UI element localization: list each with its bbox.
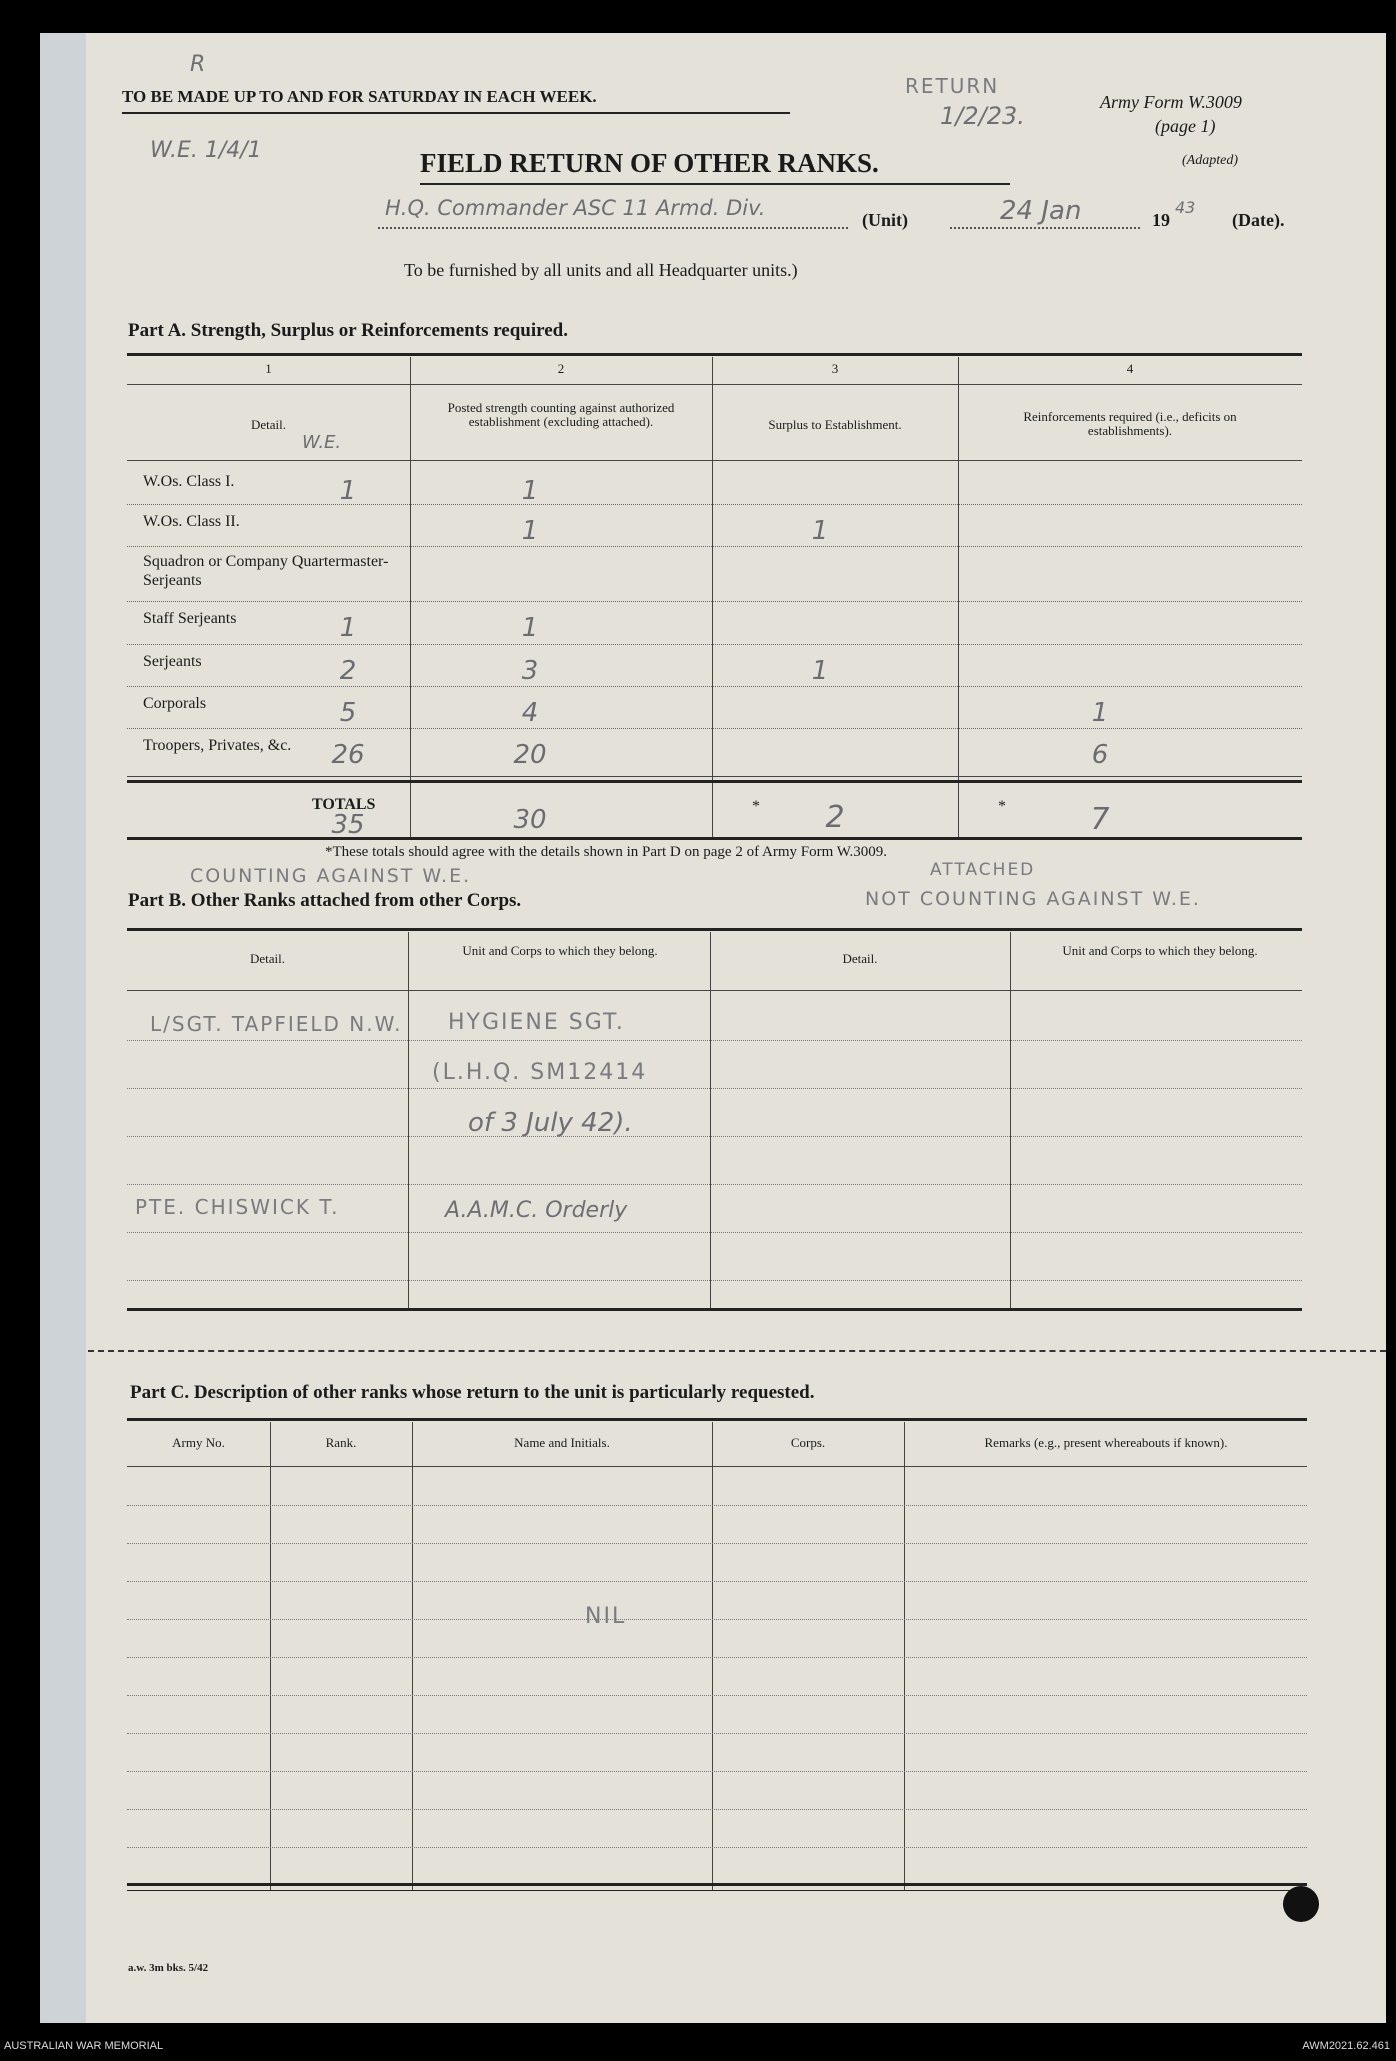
print-code: a.w. 3m bks. 5/42 [128, 1962, 209, 1974]
row-posted-value: 1 [521, 476, 539, 506]
part-c-col-remarks: Remarks (e.g., present whereabouts if known). [984, 1435, 1228, 1450]
punch-hole [1283, 1886, 1319, 1922]
row-posted-value: 3 [521, 656, 539, 686]
part-b-col-divider-2 [710, 932, 711, 1308]
part-c-dotted-line [127, 1543, 1307, 1544]
unit-label: (Unit) [862, 210, 908, 230]
part-b-dotted-line [127, 1280, 1302, 1281]
part-c-top-rule [127, 1418, 1307, 1421]
part-b-note-counting: COUNTING AGAINST W.E. [190, 865, 472, 887]
date-day: 24 Jan [1000, 196, 1082, 226]
total-posted: 30 [513, 805, 547, 835]
part-a-col-divider-3 [958, 357, 959, 837]
row-posted-value: 1 [521, 516, 539, 546]
row-rule [127, 546, 1302, 547]
part-b-top-rule [127, 928, 1302, 931]
paper-edge-strip [40, 33, 86, 2023]
col-header-posted: Posted strength counting against authorized establishment (excluding attached). [447, 400, 675, 429]
row-surplus-value: 1 [811, 656, 829, 686]
row-posted-value: 1 [521, 613, 539, 643]
part-c-heading: Part C. Description of other ranks whose return to the unit is particularly requested. [130, 1382, 815, 1403]
form-number: Army Form W.3009 [1100, 92, 1242, 112]
row-label: Staff Serjeants [143, 610, 237, 627]
total-we: 35 [331, 810, 365, 840]
total-reinf-asterisk: * [998, 798, 1006, 815]
entry-2-detail: PTE. CHISWICK T. [135, 1195, 340, 1219]
col-header-reinforcements: Reinforcements required (i.e., deficits on establishments). [1023, 409, 1237, 438]
row-rule [127, 601, 1302, 602]
row-label: Serjeants [143, 653, 202, 670]
row-label: Corporals [143, 695, 207, 712]
part-b-note-not-counting: NOT COUNTING AGAINST W.E. [865, 888, 1201, 910]
year-suffix: 43 [1175, 198, 1196, 217]
part-b-dotted-line [127, 1040, 1302, 1041]
part-c-bottom-rule-2 [127, 1890, 1307, 1891]
part-b-bottom-rule [127, 1308, 1302, 1311]
date-dotted-line [950, 227, 1140, 229]
part-c-dotted-line [127, 1619, 1307, 1620]
row-reinf-value: 6 [1091, 740, 1109, 770]
total-surplus: 2 [825, 800, 845, 835]
date-label: (Date). [1232, 210, 1285, 230]
row-rule [127, 686, 1302, 687]
col-number-3: 3 [831, 361, 839, 376]
part-c-dotted-line [127, 1733, 1307, 1734]
row-surplus-value: 1 [811, 516, 829, 546]
part-c-col-corps: Corps. [790, 1435, 826, 1450]
form-page: (page 1) [1155, 116, 1216, 136]
footer-right: AWM2021.62.461 [1302, 2040, 1390, 2052]
footer-left: AUSTRALIAN WAR MEMORIAL [4, 2040, 164, 2052]
part-b-dotted-line [127, 1232, 1302, 1233]
part-b-col-unit-left: Unit and Corps to which they belong. [462, 943, 658, 958]
col-number-rule [127, 384, 1302, 385]
part-b-col-unit-right: Unit and Corps to which they belong. [1062, 943, 1258, 958]
corner-mark: R [190, 52, 206, 77]
row-rule [127, 644, 1302, 645]
part-c-bottom-rule-1 [127, 1883, 1307, 1886]
total-reinf: 7 [1090, 802, 1110, 837]
row-posted-value: 20 [513, 740, 547, 770]
part-b-col-divider-1 [408, 932, 409, 1308]
header-instruction: TO BE MADE UP TO AND FOR SATURDAY IN EACH WEEK. [122, 87, 597, 106]
col-number-2: 2 [557, 361, 565, 376]
part-b-heading: Part B. Other Ranks attached from other Corps. [128, 890, 522, 911]
col-header-detail: Detail. [250, 417, 286, 432]
part-c-col-divider-4 [904, 1422, 905, 1890]
col-number-4: 4 [1126, 361, 1134, 376]
year-prefix: 19 [1152, 210, 1170, 230]
return-note: RETURN [905, 74, 1000, 98]
we-reference: W.E. 1/4/1 [150, 138, 262, 163]
part-c-col-divider-3 [712, 1422, 713, 1890]
totals-footnote: *These totals should agree with the details shown in Part D on page 2 of Army Form W.3009. [325, 844, 888, 860]
we-column-note: W.E. [302, 432, 342, 453]
row-label: W.Os. Class II. [143, 513, 240, 530]
return-date: 1/2/23. [940, 102, 1025, 130]
entry-1-detail: L/SGT. TAPFIELD N.W. [150, 1012, 403, 1036]
row-we-value: 1 [339, 613, 357, 643]
unit-dotted-line [378, 227, 848, 229]
row-reinf-value: 1 [1091, 698, 1109, 728]
cut-line [88, 1350, 1386, 1352]
entry-1-unit-line2: (L.H.Q. SM12414 [432, 1060, 648, 1085]
part-a-col-divider-1 [410, 357, 411, 837]
part-b-dotted-line [127, 1184, 1302, 1185]
row-label: Squadron or Company Quartermaster-Serjeants [143, 553, 389, 589]
part-c-dotted-line [127, 1505, 1307, 1506]
row-label: W.Os. Class I. [143, 473, 235, 490]
unit-name: H.Q. Commander ASC 11 Armd. Div. [385, 196, 766, 220]
part-c-dotted-line [127, 1809, 1307, 1810]
part-c-col-army-no: Army No. [172, 1435, 225, 1450]
row-we-value: 26 [331, 740, 365, 770]
part-c-header-rule [127, 1466, 1307, 1467]
entry-2-unit-line1: A.A.M.C. Orderly [445, 1198, 628, 1223]
part-b-dotted-line [127, 1136, 1302, 1137]
part-b-dotted-line [127, 1088, 1302, 1089]
part-b-header-rule [127, 990, 1302, 991]
title-underline [420, 183, 1010, 185]
page-title: FIELD RETURN OF OTHER RANKS. [420, 148, 879, 178]
col-header-surplus: Surplus to Establishment. [768, 417, 902, 432]
row-rule [127, 776, 1302, 777]
part-c-dotted-line [127, 1847, 1307, 1848]
part-b-col-divider-3 [1010, 932, 1011, 1308]
col-header-rule [127, 460, 1302, 461]
part-b-note-attached: ATTACHED [930, 860, 1036, 880]
part-c-nil: NIL [585, 1604, 627, 1629]
row-label: Troopers, Privates, &c. [143, 737, 292, 754]
row-rule [127, 504, 1302, 505]
part-c-col-divider-1 [270, 1422, 271, 1890]
totals-bottom-rule [127, 837, 1302, 840]
form-adapted: (Adapted) [1182, 153, 1238, 168]
row-posted-value: 4 [521, 698, 539, 728]
col-number-1: 1 [265, 361, 272, 376]
part-c-col-divider-2 [412, 1422, 413, 1890]
row-we-value: 2 [339, 656, 357, 686]
part-b-col-detail-right: Detail. [842, 951, 878, 966]
row-rule [127, 728, 1302, 729]
furnished-note: To be furnished by all units and all Headquarter units.) [404, 260, 798, 280]
part-c-col-name: Name and Initials. [514, 1435, 610, 1450]
part-c-dotted-line [127, 1771, 1307, 1772]
totals-top-rule [127, 780, 1302, 783]
entry-1-unit-line1: HYGIENE SGT. [448, 1010, 625, 1035]
part-c-dotted-line [127, 1695, 1307, 1696]
total-surplus-asterisk: * [752, 798, 760, 815]
part-a-top-rule [127, 353, 1302, 356]
part-b-col-detail-left: Detail. [249, 951, 285, 966]
part-c-col-rank: Rank. [325, 1435, 357, 1450]
instruction-underline [122, 112, 790, 114]
entry-1-unit-line3: of 3 July 42). [468, 1108, 633, 1138]
totals-label: TOTALS [312, 796, 376, 813]
part-c-dotted-line [127, 1581, 1307, 1582]
row-we-value: 1 [339, 476, 357, 506]
part-a-heading: Part A. Strength, Surplus or Reinforcements required. [128, 320, 568, 341]
row-we-value: 5 [339, 698, 357, 728]
part-c-dotted-line [127, 1657, 1307, 1658]
